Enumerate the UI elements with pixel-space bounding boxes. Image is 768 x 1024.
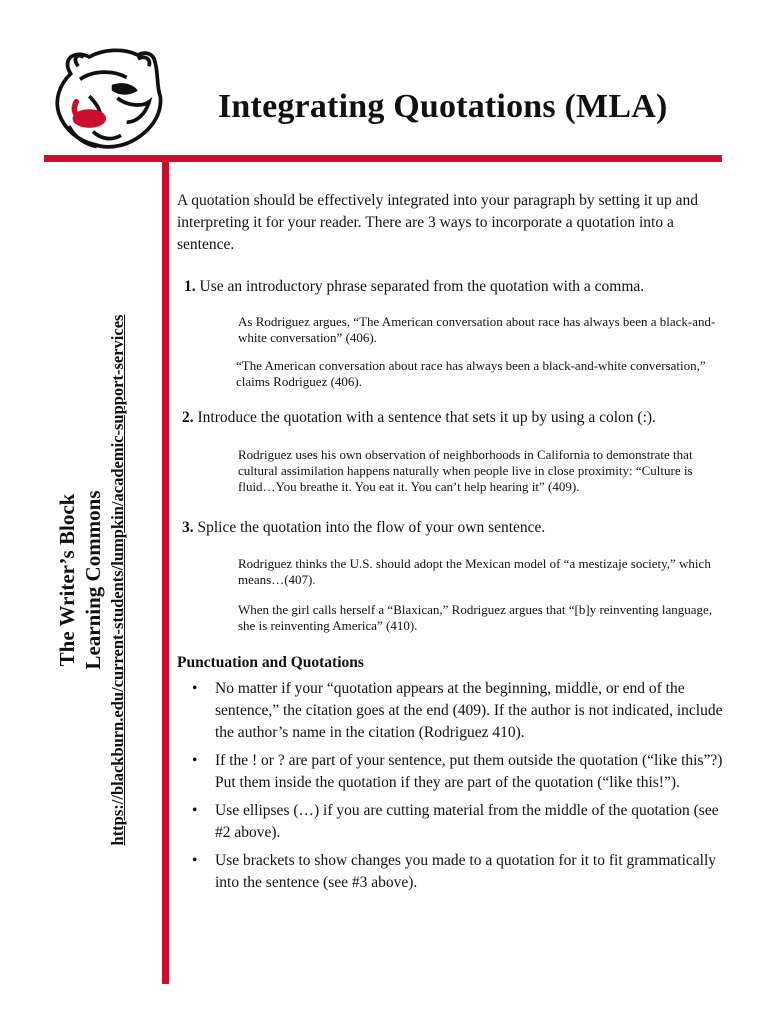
- step-2-text: Introduce the quotation with a sentence that sets it up by using a colon (:).: [197, 409, 656, 426]
- sidebar-url-link[interactable]: https://blackburn.edu/current-students/lumpkin/academic-support-services: [108, 314, 127, 846]
- bullet-icon: •: [192, 802, 198, 819]
- list-item-text: No matter if your “quotation appears at the beginning, middle, or end of the sentence,” the citation goes at the end (409). If the author is not indicated, include the author’s name in the citation (Rodriguez 410).: [215, 680, 723, 741]
- punctuation-list: [177, 678, 732, 894]
- punctuation-heading: Punctuation and Quotations: [177, 654, 364, 671]
- beaver-mascot-logo: [52, 42, 164, 154]
- step-2-example-1: Rodriguez uses his own observation of neighborhoods in California to demonstrate that cultural assimilation happens naturally when people live in close proximity: “Culture is fluid…You breathe it. You eat it. You can’t help hearing it” (409).: [238, 447, 693, 494]
- list-item: [177, 678, 732, 744]
- step-1-example-1: As Rodriguez argues, “The American conversation about race has always been a black-and-white conversation” (406).: [238, 314, 716, 345]
- step-3-text: Splice the quotation into the flow of your own sentence.: [197, 519, 546, 536]
- step-3-example-2: When the girl calls herself a “Blaxican,” Rodriguez argues that “[b]y reinventing language, she is reinventing America” (410).: [238, 602, 713, 633]
- step-1: [184, 276, 732, 298]
- list-item-text: Use ellipses (…) if you are cutting material from the middle of the quotation (see #2 above).: [215, 802, 719, 841]
- sidebar-subtitle: Learning Commons: [81, 490, 105, 670]
- sidebar-title: The Writer’s Block: [55, 493, 79, 667]
- bullet-icon: •: [192, 752, 198, 769]
- sidebar-vertical-text: [42, 280, 142, 880]
- list-item: [177, 750, 732, 794]
- main-content: [177, 190, 732, 894]
- step-1-text: Use an introductory phrase separated from the quotation with a comma.: [199, 278, 645, 295]
- bullet-icon: •: [192, 852, 198, 869]
- step-3: [182, 517, 732, 539]
- list-item: [177, 850, 732, 894]
- sidebar-divider: [162, 155, 169, 984]
- intro-paragraph: A quotation should be effectively integrated into your paragraph by setting it up and interpreting it for your reader. There are 3 ways to incorporate a quotation into a sentence.: [177, 192, 698, 253]
- step-1-number: 1.: [184, 278, 196, 295]
- list-item-text: Use brackets to show changes you made to a quotation for it to fit grammatically into the sentence (see #3 above).: [215, 852, 717, 891]
- list-item-text: If the ! or ? are part of your sentence, put them outside the quotation (“like this”?) Put them inside the quotation if they are part of the quotation (“like this!”).: [215, 752, 723, 791]
- list-item: [177, 800, 732, 844]
- step-2-number: 2.: [182, 409, 194, 426]
- header-divider: [44, 155, 722, 162]
- step-3-number: 3.: [182, 519, 194, 536]
- step-1-example-2: “The American conversation about race has always been a black-and-white conversation,” claims Rodriguez (406).: [236, 358, 706, 389]
- page-title: Integrating Quotations (MLA): [218, 88, 668, 125]
- step-2: [182, 407, 732, 429]
- step-3-example-1: Rodriguez thinks the U.S. should adopt the Mexican model of “a mestizaje society,” which means…(407).: [238, 556, 711, 587]
- bullet-icon: •: [192, 680, 198, 697]
